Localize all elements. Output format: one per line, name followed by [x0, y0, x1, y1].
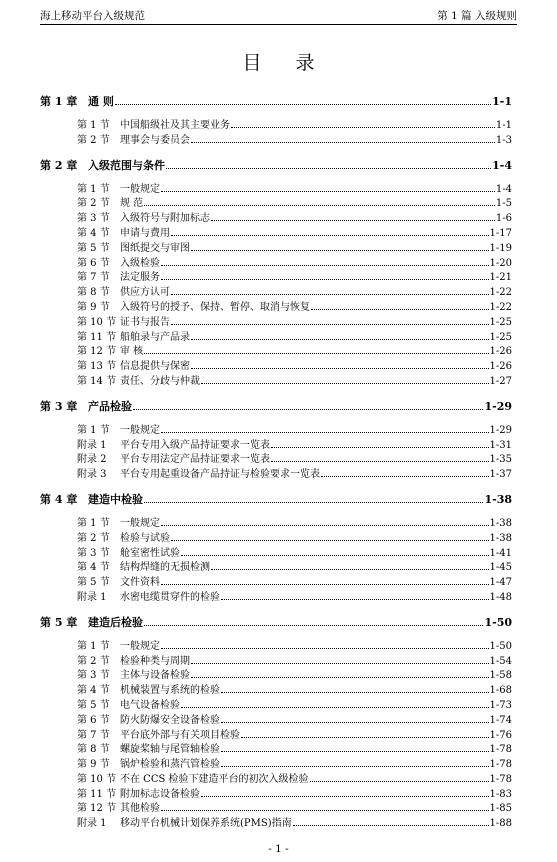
- section-entry[interactable]: [77, 743, 512, 758]
- section-page: 1-37: [489, 469, 512, 481]
- dot-leader: [181, 707, 489, 708]
- section-title: 船舶录与产品录: [120, 331, 190, 343]
- section-page: 1-88: [489, 818, 512, 830]
- section-entry[interactable]: [77, 134, 512, 149]
- dot-leader: [191, 663, 489, 664]
- section-number: 附录 2: [77, 454, 107, 466]
- toc-chapter: [40, 399, 512, 483]
- chapter-entry[interactable]: [40, 492, 512, 507]
- dot-leader: [310, 781, 489, 782]
- section-number: 第 4 节: [77, 562, 110, 574]
- section-number: 第 5 节: [77, 699, 110, 711]
- section-number: 附录 3: [77, 469, 107, 481]
- chapter-title: 建造中检验: [88, 492, 143, 506]
- section-entry[interactable]: [77, 197, 512, 212]
- section-title: 一般规定: [120, 424, 160, 436]
- section-title: 证书与报告: [120, 316, 170, 328]
- section-entry[interactable]: [77, 301, 512, 316]
- dot-leader: [221, 722, 489, 723]
- section-number: 第 8 节: [77, 287, 110, 299]
- dot-leader: [161, 810, 489, 811]
- section-title: 其他检验: [120, 803, 160, 815]
- section-page: 1-20: [489, 257, 512, 269]
- section-entry[interactable]: [77, 424, 512, 439]
- section-number: 第 2 节: [77, 532, 110, 544]
- chapter-number: 第 1 章: [40, 95, 78, 108]
- section-number: 第 3 节: [77, 213, 110, 225]
- section-number: 第 8 节: [77, 744, 110, 756]
- chapter-entry[interactable]: [40, 94, 512, 109]
- chapter-title: 入级范围与条件: [88, 158, 165, 172]
- chapter-page: 1-29: [484, 399, 512, 413]
- section-entry[interactable]: [77, 788, 512, 803]
- section-title: 图纸提交与审图: [120, 242, 190, 254]
- section-entry[interactable]: [77, 517, 512, 532]
- header-book-title: 海上移动平台入级规范: [40, 10, 145, 22]
- chapter-page: 1-4: [492, 158, 512, 172]
- section-number: 第 5 节: [77, 242, 110, 254]
- section-title: 供应方认可: [120, 287, 170, 299]
- section-page: 1-19: [489, 242, 512, 254]
- dot-leader: [166, 168, 491, 169]
- section-list: [40, 517, 512, 606]
- chapter-entry[interactable]: [40, 615, 512, 630]
- section-number: 第 12 节: [77, 346, 117, 358]
- section-page: 1-3: [495, 134, 512, 146]
- section-entry[interactable]: [77, 640, 512, 655]
- section-number: 第 1 节: [77, 120, 110, 131]
- section-page: 1-58: [489, 670, 512, 682]
- dot-leader: [221, 599, 489, 600]
- dot-leader: [271, 461, 489, 462]
- section-title: 锅炉检验和蒸汽管检验: [120, 759, 220, 771]
- section-title: 螺旋桨轴与尾管轴检验: [120, 744, 220, 756]
- dot-leader: [181, 555, 489, 556]
- dot-leader: [171, 235, 489, 236]
- section-page: 1-22: [489, 287, 512, 299]
- section-number: 第 10 节: [77, 316, 117, 328]
- section-title: 结构焊缝的无损检测: [120, 562, 210, 574]
- section-title: 责任、分歧与仲裁: [120, 375, 200, 387]
- section-entry[interactable]: [77, 257, 512, 272]
- section-number: 第 3 节: [77, 547, 110, 559]
- section-page: 1-74: [489, 714, 512, 726]
- chapter-number: 第 4 章: [40, 492, 78, 506]
- dot-leader: [161, 279, 489, 280]
- dot-leader: [171, 324, 489, 325]
- section-number: 第 10 节: [77, 773, 117, 785]
- section-page: 1-78: [489, 773, 512, 785]
- dot-leader: [211, 569, 489, 570]
- section-page: 1-17: [489, 227, 512, 239]
- dot-leader: [115, 104, 491, 105]
- section-entry[interactable]: [77, 119, 512, 134]
- dot-leader: [144, 502, 483, 503]
- dot-leader: [231, 127, 495, 128]
- dot-leader: [191, 677, 489, 678]
- section-number: 第 4 节: [77, 685, 110, 697]
- section-entry[interactable]: [77, 453, 512, 468]
- dot-leader: [144, 205, 495, 206]
- section-number: 第 6 节: [77, 714, 110, 726]
- section-title: 主体与设备检验: [120, 670, 190, 682]
- section-page: 1-83: [489, 788, 512, 800]
- section-number: 附录 1: [77, 439, 107, 451]
- section-entry[interactable]: [77, 439, 512, 454]
- section-title: 规 范: [120, 198, 144, 210]
- section-entry[interactable]: [77, 802, 512, 817]
- section-entry[interactable]: [77, 242, 512, 257]
- section-number: 第 4 节: [77, 227, 110, 239]
- section-title: 平台底外部与有关项目检验: [120, 729, 240, 741]
- section-page: 1-27: [489, 375, 512, 387]
- section-title: 入级符号的授予、保持、暂停、取消与恢复: [120, 301, 310, 313]
- section-number: 第 13 节: [77, 361, 117, 373]
- section-page: 1-35: [489, 454, 512, 466]
- section-page: 1-25: [489, 331, 512, 343]
- dot-leader: [171, 294, 489, 295]
- section-number: 第 1 节: [77, 517, 110, 529]
- section-title: 机械装置与系统的检验: [120, 685, 220, 697]
- section-title: 不在 CCS 检验下建造平台的初次入级检验: [120, 773, 309, 785]
- section-page: 1-48: [489, 591, 512, 603]
- section-number: 第 2 节: [77, 198, 110, 210]
- section-page: 1-78: [489, 759, 512, 771]
- section-entry[interactable]: [77, 684, 512, 699]
- section-entry[interactable]: [77, 331, 512, 346]
- section-number: 附录 1: [77, 818, 107, 830]
- dot-leader: [161, 191, 495, 192]
- section-page: 1-4: [495, 183, 512, 195]
- dot-leader: [211, 220, 495, 221]
- header-part-title: 第 1 篇 入级规则: [437, 10, 517, 22]
- dot-leader: [221, 766, 489, 767]
- section-number: 第 1 节: [77, 640, 110, 652]
- section-number: 第 1 节: [77, 424, 110, 436]
- section-title: 移动平台机械计划保养系统(PMS)指南: [120, 818, 292, 830]
- section-number: 第 2 节: [77, 655, 110, 667]
- section-entry[interactable]: [77, 183, 512, 198]
- dot-leader: [144, 353, 488, 354]
- section-entry[interactable]: [77, 669, 512, 684]
- dot-leader: [161, 584, 489, 585]
- dot-leader: [201, 796, 489, 797]
- section-entry[interactable]: [77, 773, 512, 788]
- section-title: 入级符号与附加标志: [120, 213, 210, 225]
- section-entry[interactable]: [77, 591, 512, 606]
- chapter-number: 第 3 章: [40, 399, 78, 413]
- chapter-number: 第 5 章: [40, 615, 78, 629]
- dot-leader: [171, 540, 489, 541]
- section-number: 第 5 节: [77, 577, 110, 589]
- dot-leader: [191, 250, 489, 251]
- section-title: 检验与试验: [120, 532, 170, 544]
- section-number: 第 3 节: [77, 670, 110, 682]
- section-page: 1-78: [489, 744, 512, 756]
- section-number: 附录 1: [77, 591, 107, 603]
- section-number: 第 6 节: [77, 257, 110, 269]
- section-title: 审 核: [120, 346, 144, 358]
- dot-leader: [271, 447, 489, 448]
- chapter-page: 1-50: [484, 615, 512, 629]
- section-number: 第 2 节: [77, 134, 110, 146]
- section-page: 1-5: [495, 198, 512, 210]
- section-title: 平台专用起重设备产品持证与检验要求一览表: [120, 469, 320, 481]
- header-divider: [40, 24, 517, 25]
- chapter-title: 产品检验: [88, 399, 132, 413]
- section-number: 第 9 节: [77, 759, 110, 771]
- section-title: 水密电缆贯穿件的检验: [120, 591, 220, 603]
- section-entry[interactable]: [77, 532, 512, 547]
- section-page: 1-73: [489, 699, 512, 711]
- section-title: 法定服务: [120, 272, 160, 284]
- section-title: 防火防爆安全设备检验: [120, 714, 220, 726]
- chapter-entry[interactable]: [40, 399, 512, 414]
- section-list: [40, 119, 512, 149]
- toc-chapter: [40, 94, 512, 149]
- section-title: 中国船级社及其主要业务: [120, 120, 230, 131]
- section-title: 理事会与委员会: [120, 134, 190, 146]
- section-page: 1-6: [495, 213, 512, 225]
- page-number: - 1 -: [268, 843, 289, 855]
- section-number: 第 7 节: [77, 272, 110, 284]
- section-entry[interactable]: [77, 227, 512, 242]
- section-title: 一般规定: [120, 183, 160, 195]
- page-header: [40, 8, 517, 22]
- section-title: 文件资料: [120, 577, 160, 589]
- section-entry[interactable]: [77, 360, 512, 375]
- section-entry[interactable]: [77, 547, 512, 562]
- section-number: 第 14 节: [77, 375, 117, 387]
- section-page: 1-25: [489, 316, 512, 328]
- dot-leader: [161, 648, 489, 649]
- dot-leader: [221, 692, 489, 693]
- section-title: 申请与费用: [120, 227, 170, 239]
- section-number: 第 12 节: [77, 803, 117, 815]
- section-entry[interactable]: [77, 655, 512, 670]
- section-title: 一般规定: [120, 517, 160, 529]
- section-title: 舱室密性试验: [120, 547, 180, 559]
- section-title: 平台专用法定产品持证要求一览表: [120, 454, 270, 466]
- section-entry[interactable]: [77, 212, 512, 227]
- section-list: [40, 424, 512, 483]
- section-list: [40, 183, 512, 390]
- dot-leader: [311, 309, 489, 310]
- section-entry[interactable]: [77, 468, 512, 483]
- section-list: [40, 640, 512, 832]
- section-entry[interactable]: [77, 576, 512, 591]
- section-page: 1-41: [489, 547, 512, 559]
- dot-leader: [241, 737, 489, 738]
- section-entry[interactable]: [77, 286, 512, 301]
- dot-leader: [191, 339, 489, 340]
- dot-leader: [293, 825, 489, 826]
- section-page: 1-54: [489, 655, 512, 667]
- section-entry[interactable]: [77, 271, 512, 286]
- dot-leader: [221, 751, 489, 752]
- chapter-title: 建造后检验: [88, 615, 143, 629]
- chapter-page: 1-1: [492, 95, 512, 108]
- section-number: 第 9 节: [77, 301, 110, 313]
- section-entry[interactable]: [77, 729, 512, 744]
- chapter-page: 1-38: [484, 492, 512, 506]
- section-title: 入级检验: [120, 257, 160, 269]
- section-title: 信息提供与保密: [120, 361, 190, 373]
- dot-leader: [321, 476, 489, 477]
- section-page: 1-29: [489, 424, 512, 436]
- section-number: 第 11 节: [77, 331, 117, 343]
- dot-leader: [161, 265, 489, 266]
- section-page: 1-85: [489, 803, 512, 815]
- section-title: 一般规定: [120, 640, 160, 652]
- section-page: 1-68: [489, 685, 512, 697]
- dot-leader: [161, 432, 489, 433]
- section-page: 1-22: [489, 301, 512, 313]
- section-page: 1-31: [489, 439, 512, 451]
- dot-leader: [161, 525, 489, 526]
- section-number: 第 1 节: [77, 183, 110, 195]
- section-title: 附加标志设备检验: [120, 788, 200, 800]
- section-page: 1-47: [489, 577, 512, 589]
- chapter-number: 第 2 章: [40, 158, 78, 172]
- section-entry[interactable]: [77, 345, 512, 360]
- section-page: 1-45: [489, 562, 512, 574]
- section-page: 1-1: [495, 120, 512, 131]
- dot-leader: [133, 409, 483, 410]
- section-number: 第 7 节: [77, 729, 110, 741]
- section-entry[interactable]: [77, 758, 512, 773]
- dot-leader: [144, 625, 483, 626]
- section-entry[interactable]: [77, 375, 512, 390]
- section-page: 1-38: [489, 517, 512, 529]
- table-of-contents: [40, 94, 512, 841]
- toc-title: 目 录: [242, 52, 329, 74]
- section-page: 1-21: [489, 272, 512, 284]
- chapter-entry[interactable]: [40, 158, 512, 173]
- section-title: 平台专用入级产品持证要求一览表: [120, 439, 270, 451]
- dot-leader: [191, 368, 489, 369]
- section-page: 1-50: [489, 640, 512, 652]
- dot-leader: [191, 142, 495, 143]
- section-entry[interactable]: [77, 699, 512, 714]
- section-entry[interactable]: [77, 817, 512, 832]
- section-page: 1-38: [489, 532, 512, 544]
- section-page: 1-76: [489, 729, 512, 741]
- section-title: 电气设备检验: [120, 699, 180, 711]
- toc-chapter: [40, 615, 512, 832]
- chapter-title: 通 则: [88, 95, 114, 108]
- section-number: 第 11 节: [77, 788, 117, 800]
- section-entry[interactable]: [77, 561, 512, 576]
- section-page: 1-26: [489, 346, 512, 358]
- section-entry[interactable]: [77, 316, 512, 331]
- section-page: 1-26: [489, 361, 512, 373]
- section-entry[interactable]: [77, 714, 512, 729]
- toc-chapter: [40, 158, 512, 390]
- section-title: 检验种类与周期: [120, 655, 190, 667]
- dot-leader: [201, 383, 489, 384]
- toc-chapter: [40, 492, 512, 606]
